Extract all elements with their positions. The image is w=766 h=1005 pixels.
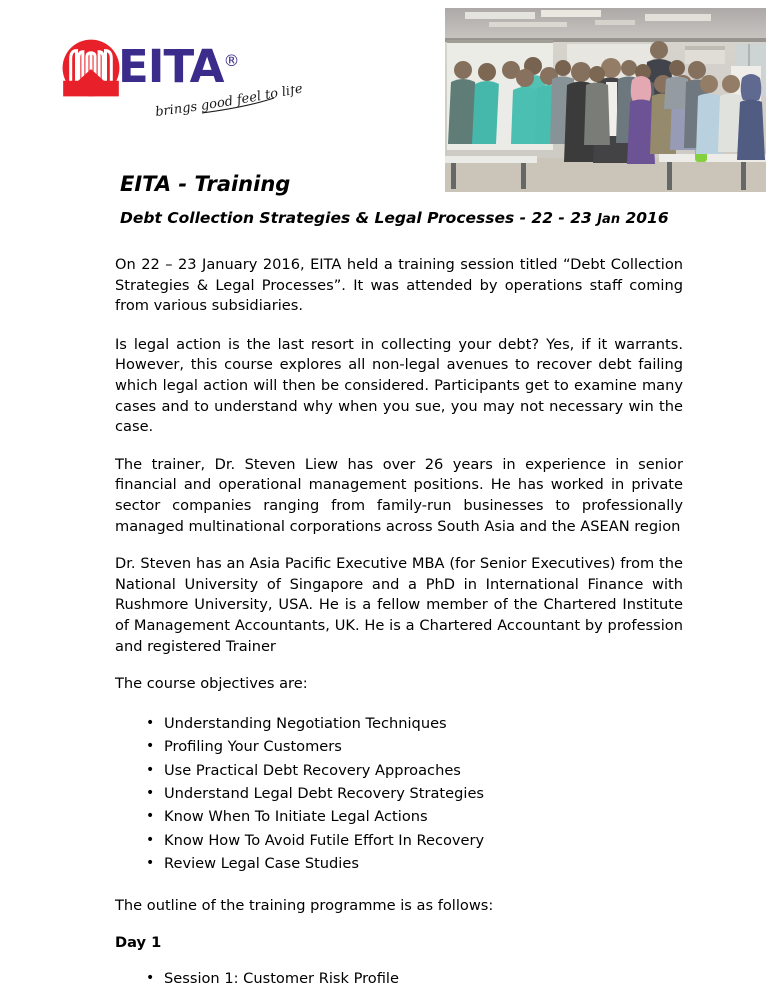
subtitle-main: Debt Collection Strategies & Legal Processes - 22 - 23: [120, 209, 598, 227]
eita-wordmark: [118, 36, 240, 92]
paragraph-legal-action: Is legal action is the last resort in collecting your debt? Yes, if it warrants. However, this course explores all non-legal avenues to recover debt failing which legal action will then be considered. Participants get to examine many cases and to understand why when you sue, you may not necessary win the case.: [115, 335, 683, 436]
course-objectives-list: [115, 712, 683, 876]
list-item: • Understand Legal Debt Recovery Strategies: [115, 782, 683, 805]
outline-intro: The outline of the training programme is as follows:: [115, 896, 494, 914]
document-body: [115, 255, 683, 991]
subtitle-year: 2016: [620, 209, 669, 227]
list-item: • Review Legal Case Studies: [115, 852, 683, 875]
eita-tagline: [152, 86, 304, 120]
list-item: • Profiling Your Customers: [115, 735, 683, 758]
spacer: [115, 876, 683, 896]
list-item: • Understanding Negotiation Techniques: [115, 712, 683, 735]
spacer: [115, 953, 683, 967]
svg-text:brings good feel to life: brings good feel to life: [154, 86, 304, 120]
eita-logo-mark-icon: [62, 39, 120, 97]
list-item: • Know How To Avoid Futile Effort In Recovery: [115, 829, 683, 852]
list-item: • Use Practical Debt Recovery Approaches: [115, 759, 683, 782]
subtitle-month: Jan: [597, 212, 621, 227]
paragraph-trainer-credentials: Dr. Steven has an Asia Pacific Executive MBA (for Senior Executives) from the National University of Singapore and a PhD in International Finance with Rushmore University, USA. He is a fellow member of the Chartered Institute of Management Accountants, UK. He is a Chartered Accountant by profession and registered Trainer: [115, 555, 683, 655]
list-item: • Know When To Initiate Legal Actions: [115, 805, 683, 828]
training-group-photo: [445, 8, 766, 192]
registered-trademark-icon: ®: [223, 51, 240, 70]
eita-wordmark-text: EITA: [118, 40, 224, 93]
list-item: • Session 1: Customer Risk Profile: [115, 967, 683, 990]
objectives-intro: The course objectives are:: [115, 675, 308, 693]
document-header: [0, 0, 766, 200]
day-1-session-list: [115, 967, 683, 990]
paragraph-intro: On 22 – 23 January 2016, EITA held a training session titled “Debt Collection Strategies & Legal Processes”. It was attended by operations staff coming from various subsidiaries.: [115, 256, 683, 315]
page-title: EITA - Training: [120, 172, 291, 196]
paragraph-trainer-background: The trainer, Dr. Steven Liew has over 26 years in experience in senior financial and operational management positions. He has worked in private sector companies ranging from family-run businesses to professionally managed multinational corporations across South Asia and the ASEAN region: [115, 455, 683, 535]
page-subtitle: [120, 208, 669, 230]
eita-logo: [62, 36, 304, 126]
day-1-heading: Day 1: [115, 934, 162, 952]
